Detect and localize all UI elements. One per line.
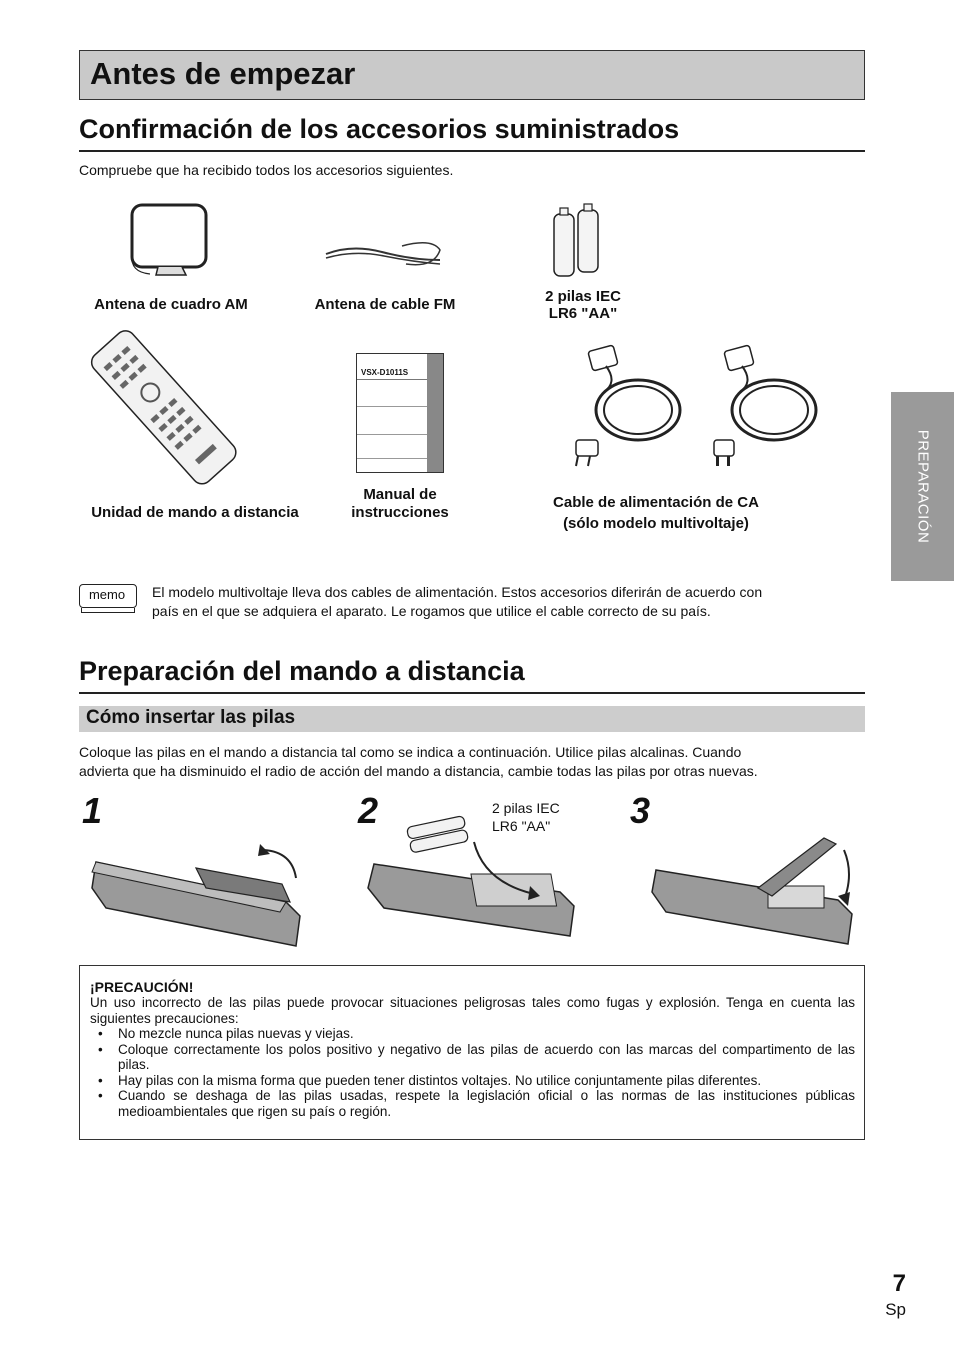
power-cables-illustration: [568, 342, 828, 472]
step2-battery-label-line1: 2 pilas IEC: [492, 800, 560, 816]
fm-antenna-label: Antena de cable FM: [314, 296, 456, 313]
power-cable-label-line2: (sólo modelo multivoltaje): [563, 515, 749, 532]
page-number: 7: [892, 1270, 906, 1297]
manual-booklet-illustration: [356, 353, 444, 473]
remote-intro-line2: advierta que ha disminuido el radio de acción del mando a distancia, cambie todas las pilas por otras nuevas.: [79, 763, 758, 779]
caution-item: • No mezcle nunca pilas nuevas y viejas.: [90, 1026, 855, 1042]
manual-label: [330, 486, 470, 522]
section-title-remote: Preparación del mando a distancia: [79, 656, 525, 686]
step1-open-cover-illustration: [86, 838, 310, 952]
caution-title: ¡PRECAUCIÓN!: [90, 979, 194, 995]
manual-spine: [427, 354, 443, 472]
power-cable-label-line1: Cable de alimentación de CA: [553, 494, 759, 511]
batteries-illustration: [550, 204, 608, 278]
page-language: Sp: [885, 1300, 906, 1319]
batteries-label-line2: LR6 "AA": [548, 305, 618, 322]
memo-text-line2: país en el que se adquiera el aparato. Le rogamos que utilice el cable correcto de su país.: [152, 603, 711, 619]
manual-label-line2: instrucciones: [351, 504, 449, 521]
memo-text: [152, 583, 864, 621]
step-number-1: 1: [82, 790, 103, 831]
chapter-side-tab: [891, 392, 954, 581]
side-tab-label: PREPARACIÓN: [914, 429, 932, 544]
remote-intro: [79, 743, 865, 781]
accessories-intro: Compruebe que ha recibido todos los accesorios siguientes.: [79, 162, 454, 178]
section-title-accessories: Confirmación de los accesorios suministrados: [79, 114, 680, 144]
memo-badge-text: memo: [88, 587, 126, 602]
batteries-label-line1: 2 pilas IEC: [545, 288, 621, 305]
step2-battery-label: [492, 799, 560, 835]
caution-list: [90, 1026, 855, 1119]
step-number-3: 3: [630, 790, 651, 831]
fm-wire-antenna-illustration: [322, 238, 446, 272]
caution-box: [79, 965, 865, 1140]
memo-text-line1: El modelo multivoltaje lleva dos cables de alimentación. Estos accesorios diferirán de acuerdo con: [152, 584, 763, 600]
manual-model-text: VSX-D1011S: [361, 368, 409, 377]
manual-label-line1: Manual de: [363, 486, 437, 503]
batteries-label: [520, 288, 646, 322]
remote-label: Unidad de mando a distancia: [91, 504, 299, 521]
remote-control-illustration: [78, 328, 248, 488]
am-antenna-label: Antena de cuadro AM: [94, 296, 248, 313]
remote-intro-line1: Coloque las pilas en el mando a distancia tal como se indica a continuación. Utilice pilas alcalinas. Cuando: [79, 744, 742, 760]
step3-close-cover-illustration: [648, 830, 860, 952]
caution-item: • Coloque correctamente los polos positivo y negativo de las pilas de acuerdo con las marcas del compartimento de las pilas.: [90, 1042, 855, 1073]
section-rule: [79, 150, 865, 152]
am-loop-antenna-illustration: [120, 200, 220, 280]
memo-icon: [79, 584, 137, 614]
section-rule: [79, 692, 865, 694]
subsection-title: Cómo insertar las pilas: [86, 707, 296, 728]
chapter-title: Antes de empezar: [90, 56, 356, 91]
step-number-2: 2: [358, 790, 379, 831]
caution-item: • Cuando se deshaga de las pilas usadas, respete la legislación oficial o las normas de las instituciones públicas medioambientales que rigen su país o región.: [90, 1088, 855, 1119]
step2-battery-label-line2: LR6 "AA": [492, 818, 551, 834]
caution-item: • Hay pilas con la misma forma que pueden tener distintos voltajes. No utilice conjuntamente pilas diferentes.: [90, 1073, 855, 1089]
caution-intro: Un uso incorrecto de las pilas puede provocar situaciones peligrosas tales como fugas y explosión. Tenga en cuenta las siguientes precauciones:: [90, 995, 855, 1026]
power-cable-label: [520, 492, 792, 534]
